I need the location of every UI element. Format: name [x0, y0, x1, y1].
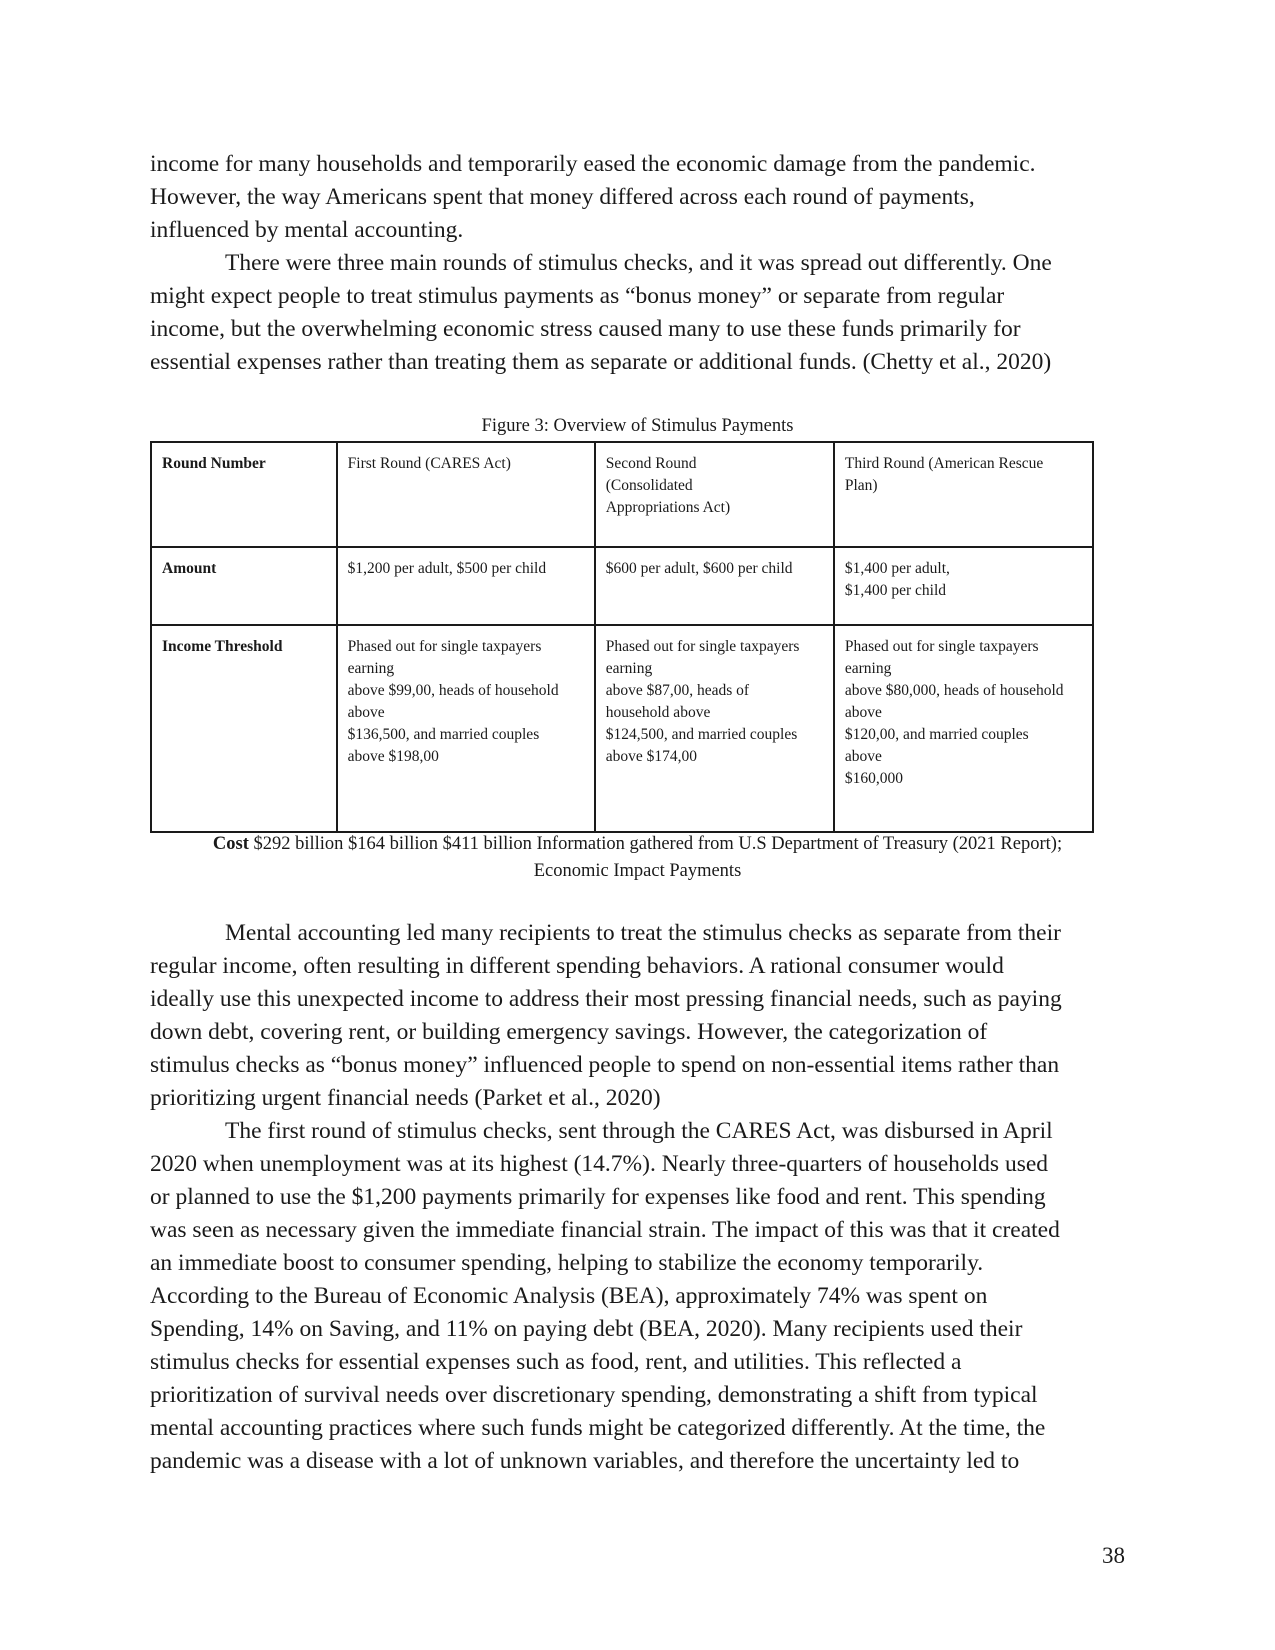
text-line: stimulus checks as “bonus money” influenced people to spend on non-essential items rather than	[150, 1052, 1060, 1078]
row-header-amount: Amount	[151, 547, 337, 625]
text-line: There were three main rounds of stimulus checks, and it was spread out differently. One	[225, 250, 1052, 276]
text-line: 2020 when unemployment was at its highest (14.7%). Nearly three-quarters of households used	[150, 1151, 1049, 1177]
cell-text: above $174,00	[605, 748, 697, 765]
cell-text: $120,00, and married couples	[844, 726, 1029, 743]
text-line: However, the way Americans spent that money differed across each round of payments,	[150, 184, 975, 210]
cell-text: Phased out for single taxpayers	[605, 638, 800, 655]
cell-text: Phased out for single taxpayers	[347, 638, 542, 655]
cell-text: Plan)	[844, 477, 878, 494]
row-header-income-threshold: Income Threshold	[151, 625, 337, 832]
cell-text: Phased out for single taxpayers	[844, 638, 1039, 655]
text-line: mental accounting practices where such funds might be categorized differently. At the time, the	[150, 1415, 1046, 1441]
body-text-bottom	[150, 917, 1125, 1478]
cell-text: Second Round	[605, 455, 697, 472]
text-line: Spending, 14% on Saving, and 11% on paying debt (BEA, 2020). Many recipients used their	[150, 1316, 1023, 1342]
cell-text: above	[347, 704, 385, 721]
cell-text: above	[844, 704, 882, 721]
cell-text: $600 per adult, $600 per child	[605, 560, 793, 577]
text-line: Mental accounting led many recipients to treat the stimulus checks as separate from their	[225, 920, 1061, 946]
cell-text: above $99,00, heads of household	[347, 682, 559, 699]
text-line: According to the Bureau of Economic Analysis (BEA), approximately 74% was spent on	[150, 1283, 988, 1309]
text-line: prioritizing urgent financial needs (Parket et al., 2020)	[150, 1085, 661, 1111]
cell-text: $160,000	[844, 770, 903, 787]
cell-text: Appropriations Act)	[605, 499, 731, 516]
page-number: 38	[1102, 1543, 1125, 1568]
table-row	[151, 547, 1093, 625]
cell-text: earning	[605, 660, 653, 677]
text-line: down debt, covering rent, or building emergency savings. However, the categorization of	[150, 1019, 988, 1045]
cell-text: First Round (CARES Act)	[347, 455, 511, 472]
table-cell	[834, 547, 1093, 625]
cell-text: above $87,00, heads of	[605, 682, 750, 699]
cost-source-caption	[150, 831, 1125, 885]
text-line: an immediate boost to consumer spending, helping to stabilize the economy temporarily.	[150, 1250, 984, 1276]
cell-text: above	[844, 748, 882, 765]
cost-label: Cost	[212, 834, 249, 854]
table-cell	[595, 547, 834, 625]
text-line: was seen as necessary given the immediate financial strain. The impact of this was that it created	[150, 1217, 1060, 1243]
table-row	[151, 442, 1093, 547]
row-header-round-number: Round Number	[151, 442, 337, 547]
cell-text: $1,200 per adult, $500 per child	[347, 560, 547, 577]
text-line: stimulus checks for essential expenses such as food, rent, and utilities. This reflected a	[150, 1349, 962, 1375]
text-line: influenced by mental accounting.	[150, 217, 464, 243]
table-cell	[337, 625, 595, 832]
cost-line	[150, 831, 1125, 858]
body-text-top	[150, 148, 1125, 379]
text-line: might expect people to treat stimulus payments as “bonus money” or separate from regular	[150, 283, 1005, 309]
table-cell	[337, 442, 595, 547]
table-row	[151, 625, 1093, 832]
cell-text: $124,500, and married couples	[605, 726, 798, 743]
text-line: The first round of stimulus checks, sent through the CARES Act, was disbursed in April	[225, 1118, 1053, 1144]
cell-text: $136,500, and married couples	[347, 726, 540, 743]
table-cell	[337, 547, 595, 625]
text-line: income for many households and temporarily eased the economic damage from the pandemic.	[150, 151, 1036, 177]
cell-text: household above	[605, 704, 711, 721]
cell-text: $1,400 per adult,	[844, 560, 950, 577]
cell-text: earning	[844, 660, 892, 677]
cell-text: above $80,000, heads of household	[844, 682, 1064, 699]
stimulus-table	[150, 441, 1094, 833]
text-line: or planned to use the $1,200 payments primarily for expenses like food and rent. This spending	[150, 1184, 1046, 1210]
text-line: ideally use this unexpected income to address their most pressing financial needs, such as paying	[150, 986, 1062, 1012]
cell-text: (Consolidated	[605, 477, 693, 494]
text-line: income, but the overwhelming economic stress caused many to use these funds primarily for	[150, 316, 1021, 342]
cost-values: $292 billion $164 billion $411 billion Information gathered from U.S Department of Treasury (2021 Report);	[248, 834, 1063, 854]
cell-text: $1,400 per child	[844, 582, 947, 599]
table-cell	[595, 625, 834, 832]
table-cell	[834, 442, 1093, 547]
cell-text: Third Round (American Rescue	[844, 455, 1044, 472]
text-line: essential expenses rather than treating them as separate or additional funds. (Chetty et al., 2020)	[150, 349, 1052, 375]
table-cell	[595, 442, 834, 547]
cell-text: above $198,00	[347, 748, 439, 765]
text-line: regular income, often resulting in different spending behaviors. A rational consumer would	[150, 953, 1004, 979]
cell-text: earning	[347, 660, 395, 677]
text-line: prioritization of survival needs over discretionary spending, demonstrating a shift from typical	[150, 1382, 1038, 1408]
figure-caption: Figure 3: Overview of Stimulus Payments	[481, 416, 794, 436]
source-line: Economic Impact Payments	[533, 861, 742, 881]
text-line: pandemic was a disease with a lot of unknown variables, and therefore the uncertainty led to	[150, 1448, 1020, 1474]
table-cell	[834, 625, 1093, 832]
